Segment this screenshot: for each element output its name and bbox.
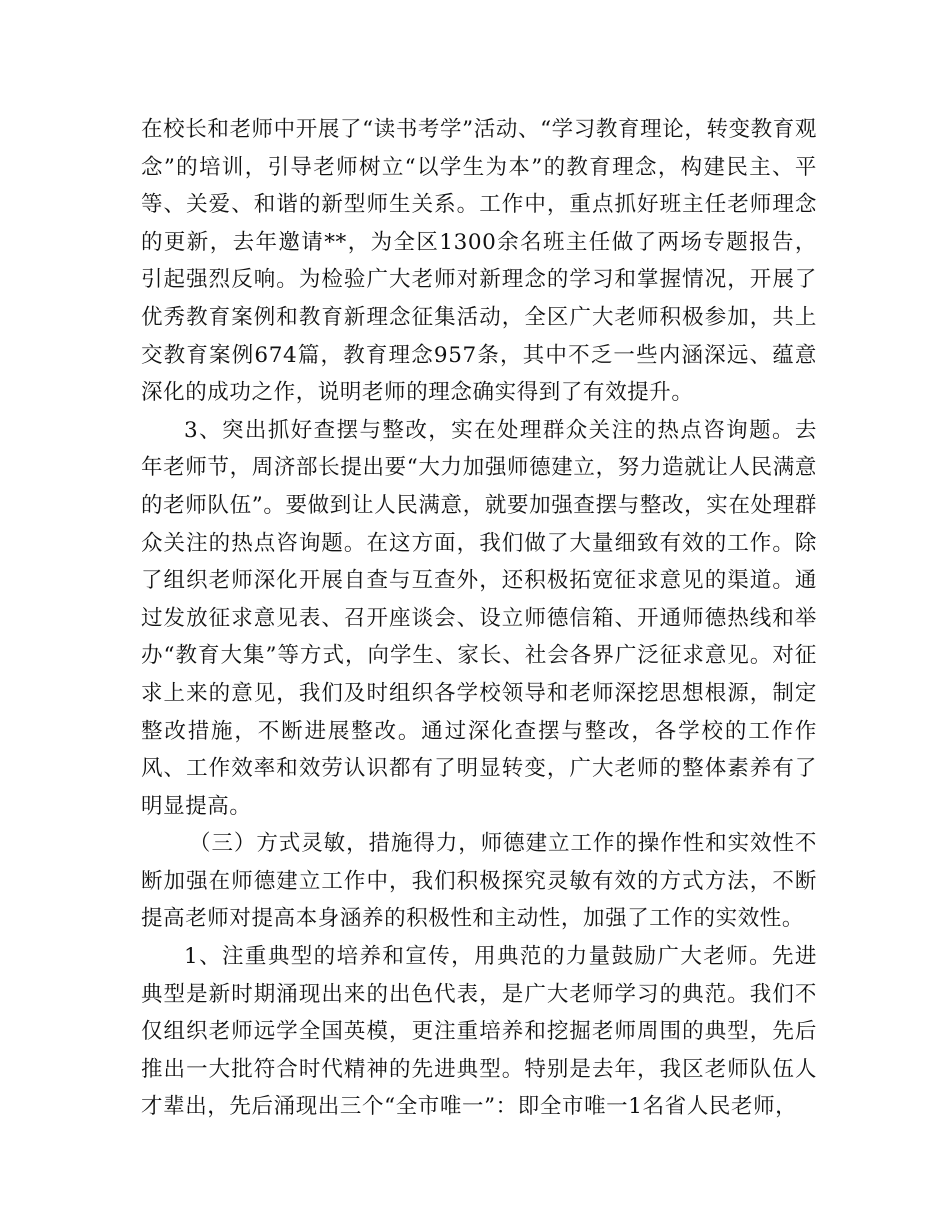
document-body bbox=[141, 111, 817, 1126]
paragraph-teacher-concepts: 在校长和老师中开展了“读书考学”活动、“学习教育理论，转变教育观念”的培训，引导老师树立“以学生为本”的教育理念，构建民主、平等、关爱、和谐的新型师生关系。工作中，重点抓好班主任老师理念的更新，去年邀请**，为全区1300余名班主任做了两场专题报告，引起强烈反响。为检验广大老师对新理念的学习和掌握情况，开展了优秀教育案例和教育新理念征集活动，全区广大老师积极参加，共上交教育案例674篇，教育理念957条，其中不乏一些内涵深远、蕴意深化的成功之作，说明老师的理念确实得到了有效提升。 bbox=[141, 117, 817, 406]
paragraph-item-3-rectification: 3、突出抓好查摆与整改，实在处理群众关注的热点咨询题。去年老师节，周济部长提出要“大力加强师德建立，努力造就让人民满意的老师队伍”。要做到让人民满意，就要加强查摆与整改，实在处理群众关注的热点咨询题。在这方面，我们做了大量细致有效的工作。除了组织老师深化开展自查与互查外，还积极拓宽征求意见的渠道。通过发放征求意见表、召开座谈会、设立师德信箱、开通师德热线和举办“教育大集”等方式，向学生、家长、社会各界广泛征求意见。对征求上来的意见，我们及时组织各学校领导和老师深挖思想根源，制定整改措施，不断进展整改。通过深化查摆与整改，各学校的工作作风、工作效率和效劳认识都有了明显转变，广大老师的整体素养有了明显提高。 bbox=[141, 417, 817, 819]
paragraph-section-3-methods: （三）方式灵敏，措施得力，师德建立工作的操作性和实效性不断加强在师德建立工作中，我们积极探究灵敏有效的方式方法，不断提高老师对提高本身涵养的积极性和主动性，加强了工作的实效性。 bbox=[141, 831, 817, 932]
paragraph-item-1-models: 1、注重典型的培养和宣传，用典范的力量鼓励广大老师。先进典型是新时期涌现出来的出色代表，是广大老师学习的典范。我们不仅组织老师远学全国英模，更注重培养和挖掘老师周围的典型，先后推出一大批符合时代精神的先进典型。特别是去年，我区老师队伍人才辈出，先后涌现出三个“全市唯一”：即全市唯一1名省人民老师， bbox=[141, 944, 817, 1120]
